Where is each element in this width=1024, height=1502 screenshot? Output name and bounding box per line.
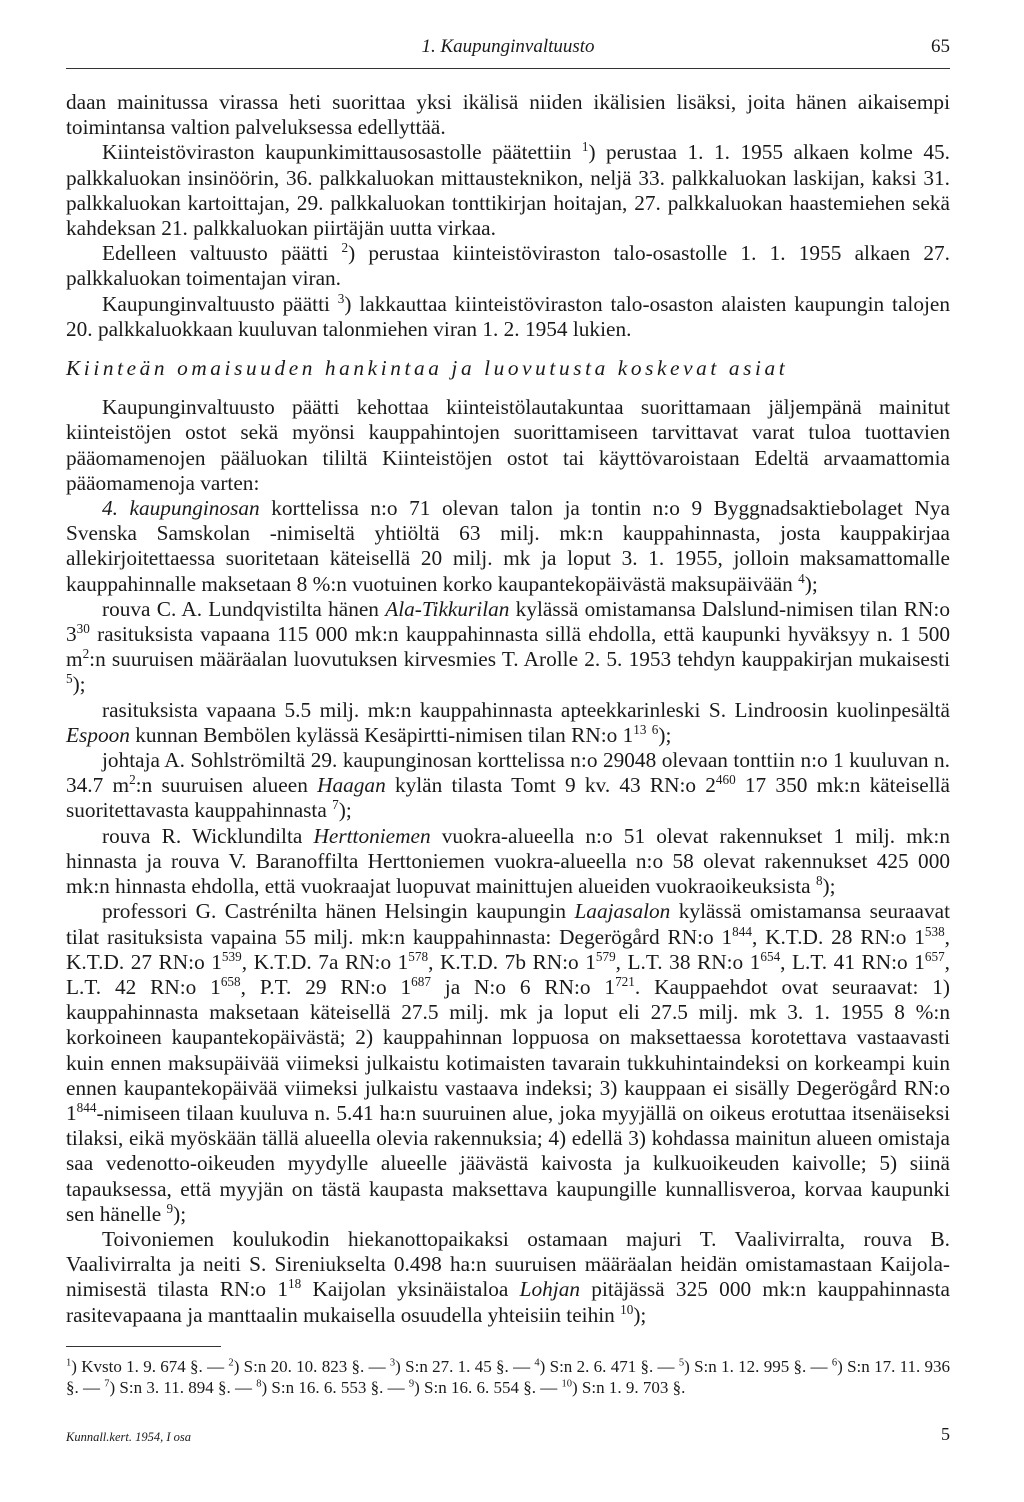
text: rouva R. Wicklundilta — [102, 823, 314, 848]
text: Kiinteistöviraston kaupunkimittausosastolle päätettiin — [102, 140, 582, 165]
superscript: 539 — [221, 948, 242, 964]
text: ); — [72, 672, 86, 697]
footnote-marker: 9 — [408, 1378, 415, 1390]
footnotes — [66, 1356, 950, 1398]
publication-reference: Kunnall.kert. 1954, I osa — [66, 1430, 191, 1444]
text: , L.T. 42 RN:o 1 — [66, 949, 950, 999]
footnote-marker: 7 — [104, 1378, 110, 1390]
paragraph — [66, 748, 950, 824]
text: vuokra-alueella n:o 51 olevat rakennukset 1 milj. mk:n hinnasta ja rouva V. Baranoffilta Herttoniemen vuokra-alueella n:o 58 olevat rakennukset 425 000 mk:n hinnasta ehdolla, että vuokraajat luopuvat mainittujen alueiden vuokraoikeuksista — [66, 823, 950, 899]
text: ); — [822, 874, 836, 899]
footnote-rule — [66, 1346, 221, 1347]
superscript: 13 — [633, 721, 647, 737]
text: kylän tilasta Tomt 9 kv. 43 RN:o 2 — [385, 773, 716, 798]
text: rasituksista vapaana 5.5 milj. mk:n kauppahinnasta apteekkarinleski S. Lindroosin kuolinpesältä — [102, 697, 950, 722]
paragraph — [66, 899, 950, 1227]
superscript: 657 — [924, 948, 945, 964]
superscript: 687 — [411, 973, 431, 989]
text: professori G. Castrénilta hänen Helsingin kaupungin — [102, 899, 575, 924]
paragraph — [66, 292, 950, 342]
text: , K.T.D. 27 RN:o 1 — [66, 924, 950, 974]
footnote-ref: 4 — [798, 570, 805, 586]
text: ); — [804, 571, 818, 596]
text: ) perustaa 1. 1. 1955 alkaen kolme 45. palkkaluokan insinöörin, 36. palkkaluokan mittausteknikon, neljä 33. palkkaluokan laskijan, kaksi 31. palkkaluokan kartoittajan, 29. palkkaluokan tonttikirjan hoitajan, 27. palkkaluokan haastemiehen sekä kahdeksan 21. palkkaluokan piirtäjän uutta virkaa. — [66, 140, 950, 241]
paragraph — [66, 698, 950, 748]
superscript: 2 — [129, 772, 136, 788]
italic-text: Herttoniemen — [313, 823, 431, 848]
footnote-marker: 6 — [831, 1357, 838, 1369]
superscript: 2 — [82, 646, 90, 662]
text: ja N:o 6 RN:o 1 — [430, 974, 616, 999]
text: kylässä omistamansa Dalslund-nimisen tilan RN:o 3 — [66, 596, 950, 647]
footnote-text: ) S:n 27. 1. 45 §. — — [395, 1357, 535, 1376]
italic-text: Laajasalon — [574, 899, 671, 924]
text: Kaupunginvaltuusto päätti kehottaa kiinteistölautakuntaa suorittamaan jäljempänä mainitut kiinteistöjen ostot sekä myönsi kauppahintojen suorittamiseen tarvittavat varat tuloa tuottavien pääomamenojen pääluokan tililtä Kiinteistöjen ostot tai käyttövaroistaan Edeltä arvaamattomia pääomamenoja varten: — [66, 395, 950, 495]
text: , P.T. 29 RN:o 1 — [240, 974, 412, 999]
text: kunnan Bembölen kylässä Kesäpirtti-nimisen tilan RN:o 1 — [129, 722, 634, 747]
footnote-ref: 10 — [620, 1301, 634, 1317]
text: ) perustaa kiinteistöviraston talo-osastolle 1. 1. 1955 alkaen 27. palkkaluokan toimentajan viran. — [66, 241, 950, 291]
running-title: 1. Kaupunginvaltuusto — [421, 36, 595, 57]
text: -nimiseen tilaan kuuluva n. 5.41 ha:n suuruinen alue, joka myyjällä on oikeus erotuttaa itsenäiseksi tilaksi, eikä myöskään tällä alueella olevia rakennuksia; 4) edellä 3) kohdassa mainitun alueen omistaja saa vedenotto-oikeuden myydylle alueelle jäävästä kaivosta ja kulkuoikeuden kaivolle; 5) siinä tapauksessa, että myyjän on tästä kaupasta maksettava kaupungille kunnallisveroa, korvaa kaupunki sen hänelle — [66, 1100, 950, 1226]
text: Kaupunginvaltuusto päätti — [102, 291, 338, 316]
text: :n suuruisen alueen — [135, 773, 318, 798]
footnote-text: ) S:n 3. 11. 894 §. — — [109, 1378, 257, 1397]
footnote-text: ) S:n 1. 12. 995 §. — — [684, 1357, 832, 1376]
text: korttelissa n:o 71 olevan talon ja tontin n:o 9 Byggnadsaktiebolaget Nya Svenska Samskolan -nimiseltä yhtiöltä 63 milj. mk:n kauppahinnasta, josta kauppakirjaa allekirjoitettaessa suoritetaan käteisellä 20 milj. mk ja loput 3. 1. 1955, jolloin maksamattomalle kauppahinnalle maksetaan 8 %:n vuotuinen korko kaupantekopäivästä maksupäivään — [66, 496, 950, 596]
text: daan mainitussa virassa heti suorittaa yksi ikälisä niiden ikälisien lisäksi, joita hänen aikaisempi toimintansa valtion palveluksessa edellyttää. — [66, 90, 950, 140]
paragraph — [66, 824, 950, 900]
text: ); — [633, 1302, 647, 1327]
superscript: 30 — [76, 620, 90, 636]
page-footer — [66, 1424, 950, 1448]
footnote-text: ) S:n 20. 10. 823 §. — — [233, 1357, 390, 1376]
text: kylässä omistamansa seuraavat tilat rasituksista vapaina 55 milj. mk:n kauppahinnasta: Degerögård RN:o 1 — [66, 899, 950, 949]
text: Kaijolan yksinäistaloa — [301, 1277, 520, 1302]
italic-text: 4. kaupunginosan — [102, 496, 260, 521]
text: 17 350 mk:n käteisellä suoritettavasta kauppahinnasta — [66, 773, 950, 823]
text: , K.T.D. 7b RN:o 1 — [428, 949, 596, 974]
paragraph — [66, 496, 950, 597]
footnote-text: ) S:n 16. 6. 553 §. — — [261, 1378, 409, 1397]
footnote-ref: 8 — [815, 873, 823, 888]
text: , L.T. 41 RN:o 1 — [780, 949, 925, 974]
footnote-marker: 4 — [534, 1357, 540, 1369]
sheet-number: 5 — [941, 1424, 950, 1444]
superscript: 538 — [924, 923, 945, 939]
superscript: 844 — [732, 923, 752, 939]
paragraph — [66, 395, 950, 496]
text: johtaja A. Sohlströmiltä 29. kaupunginosan korttelissa n:o 29048 olevaan tonttiin n:o 1 kuuluvan n. 34.7 m — [66, 748, 950, 798]
text: , L.T. 38 RN:o 1 — [615, 949, 761, 974]
footnote-text: ) S:n 17. 11. 936 §. — — [66, 1357, 951, 1397]
footnote-ref: 2 — [341, 240, 349, 256]
superscript: 844 — [76, 1099, 97, 1115]
text: ); — [658, 722, 672, 747]
footnote-marker: 2 — [228, 1357, 234, 1369]
page-number: 65 — [931, 36, 950, 57]
paragraph — [66, 140, 950, 241]
text: rouva C. A. Lundqvistilta hänen — [102, 596, 386, 621]
text: Toivoniemen koulukodin hiekanottopaikaksi ostamaan majuri T. Vaalivirralta, rouva B. Vaalivirralta ja neiti S. Sireniukselta 0.498 ha:n suuruisen määräalan heidän omistamastaan Kaijola-nimisestä tilasta RN:o 1 — [66, 1226, 950, 1302]
superscript: 579 — [595, 948, 616, 964]
paragraph — [66, 597, 950, 698]
paragraph — [66, 241, 950, 291]
footnote-ref: 9 — [166, 1200, 174, 1216]
superscript: 654 — [760, 948, 781, 964]
footnote-ref: 5 — [66, 671, 73, 687]
superscript: 460 — [715, 772, 736, 788]
text: ); — [338, 798, 352, 823]
italic-text: Lohjan — [519, 1277, 580, 1302]
footnote-ref: 1 — [581, 139, 589, 155]
paragraph — [66, 1227, 950, 1328]
superscript: 18 — [288, 1276, 302, 1292]
document-body — [66, 90, 950, 1328]
superscript: 578 — [408, 948, 429, 964]
text: ) lakkauttaa kiinteistöviraston talo-osaston alaisten kaupungin talojen 20. palkkaluokkaan kuuluvan talonmiehen viran 1. 2. 1954 lukien. — [66, 291, 950, 341]
italic-text: Haagan — [317, 773, 386, 798]
paragraph — [66, 90, 950, 140]
page-header — [66, 36, 950, 69]
footnote-text: ) S:n 16. 6. 554 §. — — [414, 1378, 562, 1397]
superscript: 721 — [615, 973, 635, 989]
text: rasituksista vapaana 115 000 mk:n kauppahinnasta sillä ehdolla, että kaupunki hyväksyy n. 1 500 m — [66, 622, 950, 672]
footnote-marker: 1 — [66, 1357, 72, 1369]
footnote-text: ) Kvsto 1. 9. 674 §. — — [71, 1357, 229, 1376]
footnote-marker: 5 — [678, 1357, 685, 1369]
text: , K.T.D. 28 RN:o 1 — [751, 924, 925, 949]
text: pitäjässä 325 000 mk:n kauppahinnasta rasitevapaana ja manttaalin mukaisella osuudella yhteisiin teihin — [66, 1277, 950, 1327]
italic-text: Espoon — [66, 722, 130, 747]
footnote-ref: 7 — [332, 797, 339, 813]
superscript: 658 — [220, 973, 241, 989]
footnote-text: ) S:n 2. 6. 471 §. — — [539, 1357, 679, 1376]
footnote-text: ) S:n 1. 9. 703 §. — [571, 1378, 686, 1397]
text: Edelleen valtuusto päätti — [102, 241, 342, 266]
text: :n suuruisen määräalan luovutuksen kirvesmies T. Arolle 2. 5. 1953 tehdyn kauppakirjan mukaisesti — [89, 647, 950, 672]
footnote-marker: 8 — [256, 1378, 262, 1390]
text: . Kauppaehdot ovat seuraavat: 1) kauppahinnasta maksetaan käteisellä 27.5 milj. mk ja loput eli 27.5 milj. mk 3. 1. 1955 8 %:n korkoineen kaupantekopäivästä; 2) kauppahinnan loppuosa on maksettaessa korotettava vastaavasti kuin ennen maksupäivää viimeksi julkaistu kotimaisten tavarain tukkuhintaindeksi on korkeampi kuin ennen kaupantekopäivää viimeksi julkaistu vastaava indeksi; 3) kauppaan ei sisälly Degerögård RN:o 1 — [66, 974, 950, 1125]
footnote-ref: 3 — [337, 290, 345, 306]
footnote-marker: 10 — [561, 1378, 572, 1390]
section-heading: Kiinteän omaisuuden hankintaa ja luovutusta koskevat asiat — [66, 356, 789, 381]
italic-text: Ala-Tikkurilan — [385, 596, 510, 621]
text: , K.T.D. 7a RN:o 1 — [241, 949, 409, 974]
footnote-ref: 6 — [651, 721, 659, 737]
text: ); — [173, 1201, 187, 1226]
footnote-marker: 3 — [389, 1357, 396, 1369]
